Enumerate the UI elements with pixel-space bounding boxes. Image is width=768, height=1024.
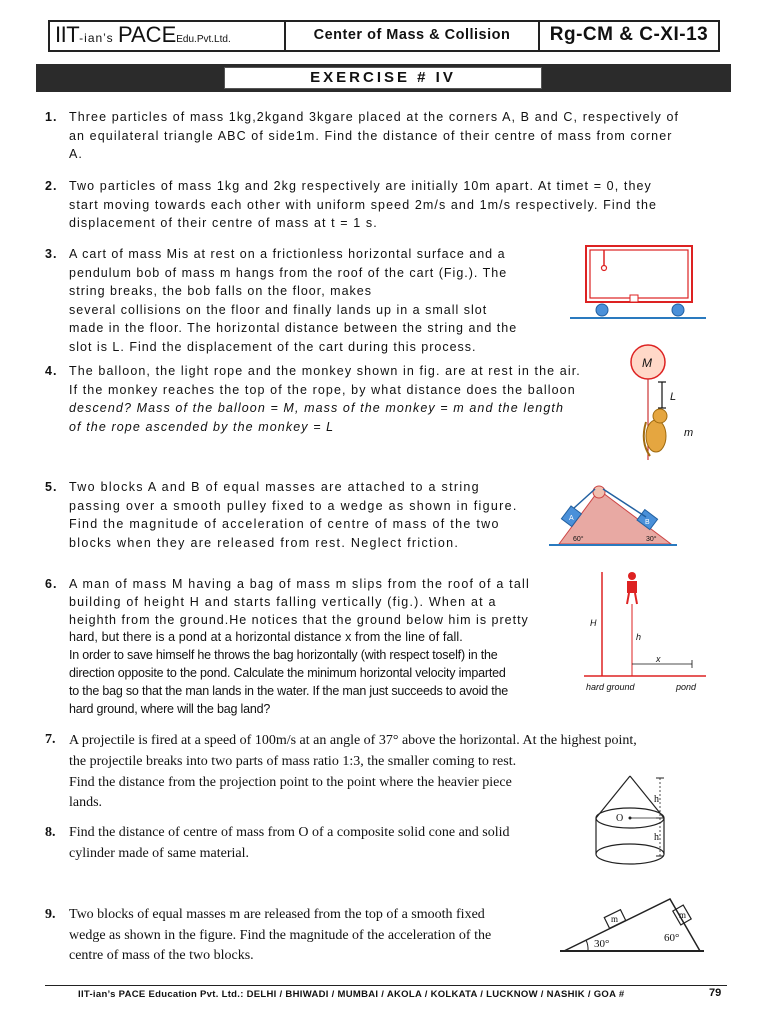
brand-edu: Edu.Pvt.Ltd. — [176, 34, 231, 45]
header-topic: Center of Mass & Collision — [286, 22, 540, 50]
falling-man-figure — [580, 568, 710, 696]
question-line: In order to save himself he throws the bag horizontally (with respect toself) in the — [69, 648, 498, 663]
double-wedge-figure — [560, 895, 705, 957]
question-number: 1. — [45, 110, 58, 124]
label-m-left: m — [611, 914, 619, 924]
label-m: m — [684, 427, 694, 439]
question-number: 3. — [45, 247, 58, 261]
question-line: cylinder made of same material. — [69, 845, 249, 861]
question-line: hard, but there is a pond at a horizontal distance x from the line of fall. — [69, 630, 463, 645]
wedge-pulley-figure — [545, 480, 680, 552]
label-M: M — [642, 356, 652, 370]
label-m-right: m — [679, 910, 687, 920]
question-line: hard ground, where will the bag land? — [69, 701, 271, 716]
label-60: 60° — [573, 536, 584, 543]
question-line: descend? Mass of the balloon = M, mass of the monkey = m and the length — [69, 401, 565, 415]
label-h-lower: h — [654, 832, 659, 843]
label-60: 60° — [664, 932, 680, 944]
label-pond: pond — [676, 682, 697, 692]
balloon-monkey-figure — [610, 342, 700, 464]
question-line: an equilateral triangle ABC of side1m. Find the distance of their centre of mass from corner — [69, 128, 673, 143]
question-line: passing over a smooth pulley fixed to a wedge as shown in figure. — [69, 498, 518, 513]
question-line: A. — [69, 147, 84, 161]
question-line: Find the distance from the projection point to the point where the heavier piece — [69, 774, 512, 790]
exercise-title: EXERCISE # IV — [224, 67, 542, 89]
brand-iit: IIT — [55, 22, 80, 47]
footer-text: IIT-ian’s PACE Education Pvt. Ltd.: DELHI / BHIWADI / MUMBAI / AKOLA / KOLKATA / LUCKNOW / NASHIK / GOA # — [78, 989, 625, 1000]
question-line: slot is L. Find the displacement of the cart during this process. — [69, 339, 477, 354]
footer-rule — [45, 985, 727, 986]
question-line: Find the magnitude of acceleration of centre of mass of the two — [69, 517, 500, 531]
question-line: of the rope ascended by the monkey = L — [69, 419, 335, 434]
question-line: Find the distance of centre of mass from O of a composite solid cone and solid — [69, 825, 510, 840]
question-line: A cart of mass Mis at rest on a frictionless horizontal surface and a — [69, 247, 506, 261]
question-number: 5. — [45, 480, 58, 494]
question-line: wedge as shown in the figure. Find the magnitude of the acceleration of the — [69, 927, 492, 943]
question-line: the projectile breaks into two parts of mass ratio 1:3, the smaller coming to rest. — [69, 754, 517, 769]
label-O: O — [616, 813, 624, 824]
question-line: several collisions on the floor and finally lands up in a small slot — [69, 302, 488, 317]
label-A: A — [569, 515, 574, 522]
question-line: lands. — [69, 795, 103, 810]
question-line: Two blocks of equal masses m are released from the top of a smooth fixed — [69, 907, 485, 922]
question-number: 8. — [45, 825, 56, 840]
question-number: 7. — [45, 732, 56, 747]
label-h: h — [636, 632, 642, 642]
question-number: 6. — [45, 577, 58, 591]
question-line: direction opposite to the pond. Calculate the minimum horizontal velocity imparted — [69, 665, 506, 680]
brand-pace: PACE — [117, 22, 177, 47]
question-line: centre of mass of the two blocks. — [69, 948, 254, 963]
question-line: to the bag so that the man lands in the water. If the man just succeeds to avoid the — [69, 683, 509, 698]
label-hard-ground: hard ground — [586, 682, 635, 692]
question-line: A man of mass M having a bag of mass m slips from the roof of a tall — [69, 577, 530, 591]
question-line: A projectile is fired at a speed of 100m/s at an angle of 37° above the horizontal. At the highest point, — [69, 733, 637, 748]
brand-logo — [50, 22, 286, 50]
label-B: B — [645, 519, 650, 526]
question-line: start moving towards each other with uniform speed 2m/s and 1m/s respectively. Find the — [69, 197, 658, 212]
question-number: 2. — [45, 179, 58, 193]
header-code: Rg-CM & C-XI-13 — [549, 24, 709, 45]
label-30: 30° — [646, 536, 657, 543]
question-line: Two particles of mass 1kg and 2kg respectively are initially 10m apart. At timet = 0, they — [69, 179, 652, 193]
page-header — [48, 20, 720, 52]
question-line: made in the floor. The horizontal distance between the string and the — [69, 321, 518, 335]
question-line: If the monkey reaches the top of the rope, by what distance does the balloon — [69, 382, 576, 397]
label-30: 30° — [594, 938, 610, 950]
question-line: blocks when they are released from rest. Neglect friction. — [69, 535, 460, 550]
question-line: Three particles of mass 1kg,2kgand 3kgare placed at the corners A, B and C, respectively of — [69, 110, 680, 124]
question-number: 9. — [45, 907, 56, 922]
question-line: Two blocks A and B of equal masses are attached to a string — [69, 480, 480, 494]
label-L: L — [670, 391, 677, 403]
cart-pendulum-figure — [568, 240, 708, 325]
label-h-upper: h — [654, 794, 659, 805]
question-line: building of height H and starts falling vertically (fig.). When at a — [69, 594, 497, 609]
page-number: 79 — [709, 987, 722, 999]
question-line: heighth from the ground.He notices that the ground below him is pretty — [69, 612, 529, 627]
question-line: string breaks, the bob falls on the floor, makes — [69, 284, 372, 298]
cone-cylinder-figure — [592, 772, 692, 872]
question-line: pendulum bob of mass m hangs from the roof of the cart (Fig.). The — [69, 265, 508, 280]
brand-ians: -ian’s — [79, 31, 118, 45]
question-line: displacement of their centre of mass at t = 1 s. — [69, 216, 378, 230]
question-line: The balloon, the light rope and the monkey shown in fig. are at rest in the air. — [69, 364, 581, 378]
label-H: H — [590, 618, 597, 628]
label-x: x — [656, 654, 661, 664]
question-number: 4. — [45, 364, 58, 378]
